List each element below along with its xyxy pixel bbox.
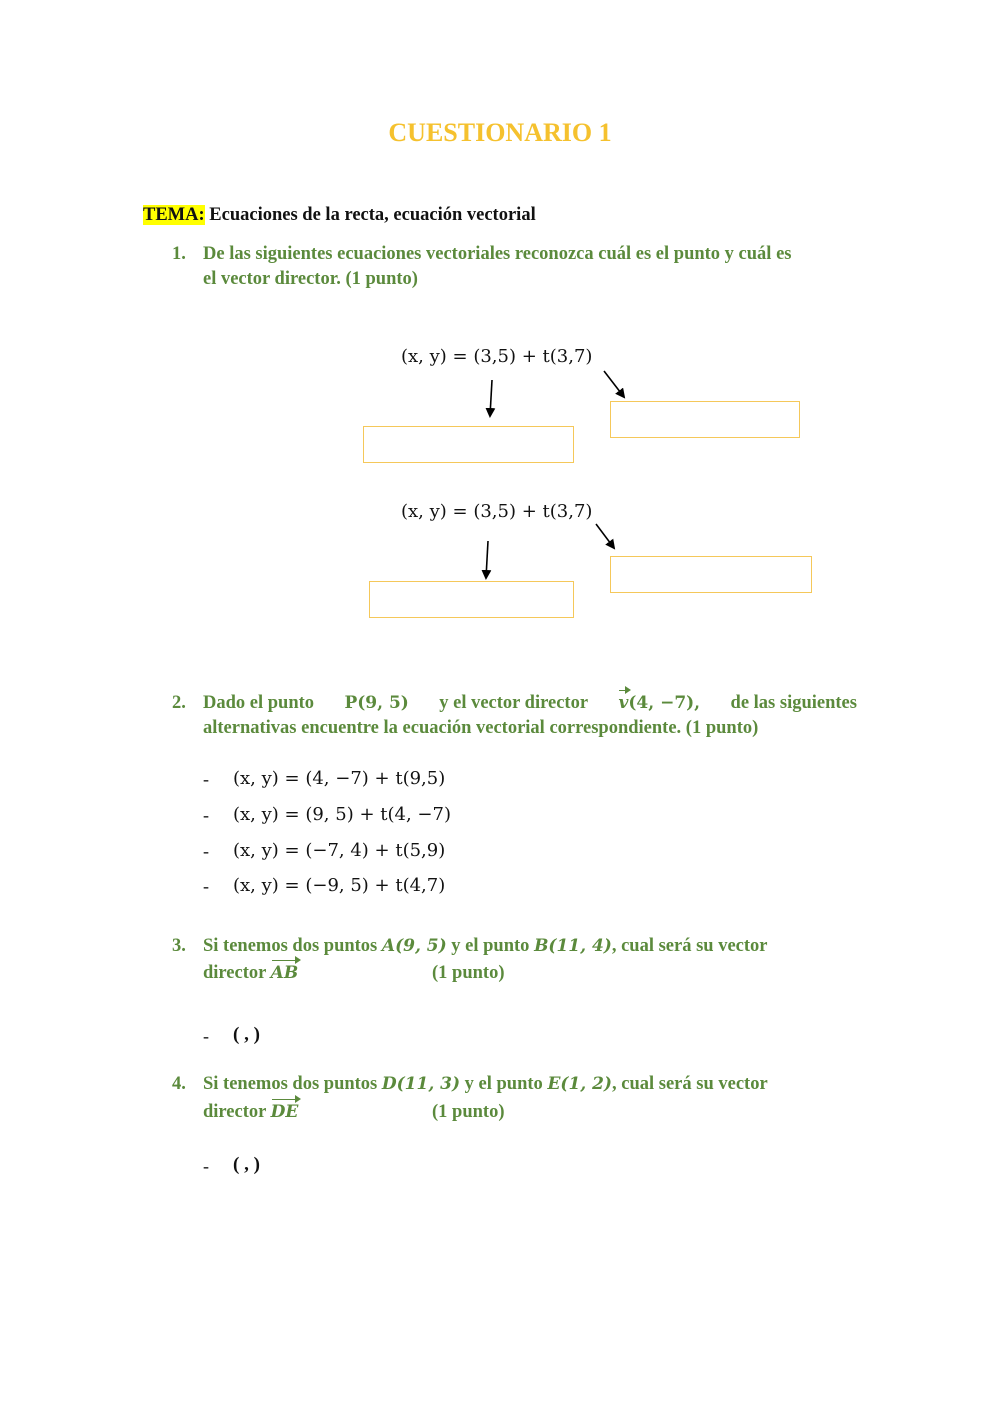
q3-points: (1 punto) [432, 963, 505, 983]
tema-text: Ecuaciones de la recta, ecuación vectorial [209, 205, 536, 225]
q2-option-4[interactable]: (x, y) = (−9, 5) + t(4,7) [233, 875, 446, 896]
arrow-point-1 [490, 380, 492, 416]
q4-line1-a: Si tenemos dos puntos [203, 1074, 378, 1094]
q1-equation-1: (x, y) = (3,5) + t(3,7) [401, 346, 593, 367]
q4-line1 [203, 1074, 768, 1095]
q2-option-1-bullet: - [203, 769, 209, 789]
q4-number: 4. [172, 1074, 186, 1094]
answer-box-vector-2[interactable] [610, 556, 812, 593]
page-title: CUESTIONARIO 1 [388, 118, 612, 147]
q2-point: P(9, 5) [344, 693, 409, 713]
answer-box-vector-1[interactable] [610, 401, 800, 438]
q2-vector [618, 693, 700, 713]
answer-box-point-1[interactable] [363, 426, 574, 463]
q2-option-1[interactable]: (x, y) = (4, −7) + t(9,5) [233, 768, 446, 789]
q1-number: 1. [172, 244, 186, 264]
q4-line1-b: y el punto [464, 1074, 543, 1094]
tema-label: TEMA: [143, 205, 205, 225]
q3-line1-a: Si tenemos dos puntos [203, 936, 378, 956]
q3-line1-c: , cual será su vector [611, 936, 768, 956]
q4-line2 [203, 1102, 298, 1123]
q4-line1-c: , cual será su vector [611, 1074, 768, 1094]
q3-line1-b: y el punto [451, 936, 530, 956]
q3-line2 [203, 963, 298, 984]
q3-line2-a: director [203, 963, 267, 983]
q2-vector-name: v [618, 693, 629, 713]
q2-option-2[interactable]: (x, y) = (9, 5) + t(4, −7) [233, 804, 451, 825]
q2-option-4-bullet: - [203, 876, 209, 896]
q3-answer-blank[interactable]: ( , ) [233, 1024, 260, 1045]
q3-vector-name: AB [270, 963, 299, 983]
q4-line2-a: director [203, 1102, 267, 1122]
q2-line1-c: de las siguientes [730, 693, 857, 713]
q3-line1 [203, 936, 768, 957]
arrow-point-2 [486, 541, 488, 578]
arrow-vector-1 [604, 371, 624, 397]
q4-point-e: E(1, 2) [547, 1074, 612, 1094]
q4-blank-bullet: - [203, 1156, 209, 1176]
q2-vector-value: (4, −7), [628, 693, 701, 713]
q4-point-d: D(11, 3) [381, 1074, 461, 1094]
q2-line1 [203, 693, 857, 714]
q2-number: 2. [172, 693, 186, 713]
q2-line1-a: Dado el punto [203, 693, 315, 713]
q4-points: (1 punto) [432, 1102, 505, 1122]
q2-option-3-bullet: - [203, 841, 209, 861]
q3-point-a: A(9, 5) [381, 936, 447, 956]
q2-line2: alternativas encuentre la ecuación vectorial correspondiente. (1 punto) [203, 718, 759, 738]
answer-box-point-2[interactable] [369, 581, 574, 618]
arrow-vector-2 [596, 524, 614, 548]
q2-option-3[interactable]: (x, y) = (−7, 4) + t(5,9) [233, 840, 446, 861]
q4-vector-name: DE [270, 1102, 299, 1122]
q2-option-2-bullet: - [203, 805, 209, 825]
q1-line2: el vector director. (1 punto) [203, 269, 418, 289]
q2-line1-b: y el vector director [439, 693, 589, 713]
q1-equation-2: (x, y) = (3,5) + t(3,7) [401, 501, 593, 522]
q4-answer-blank[interactable]: ( , ) [233, 1154, 260, 1175]
q3-number: 3. [172, 936, 186, 956]
q3-point-b: B(11, 4) [534, 936, 612, 956]
q1-line1: De las siguientes ecuaciones vectoriales reconozca cuál es el punto y cuál es [203, 244, 792, 264]
q3-blank-bullet: - [203, 1026, 209, 1046]
